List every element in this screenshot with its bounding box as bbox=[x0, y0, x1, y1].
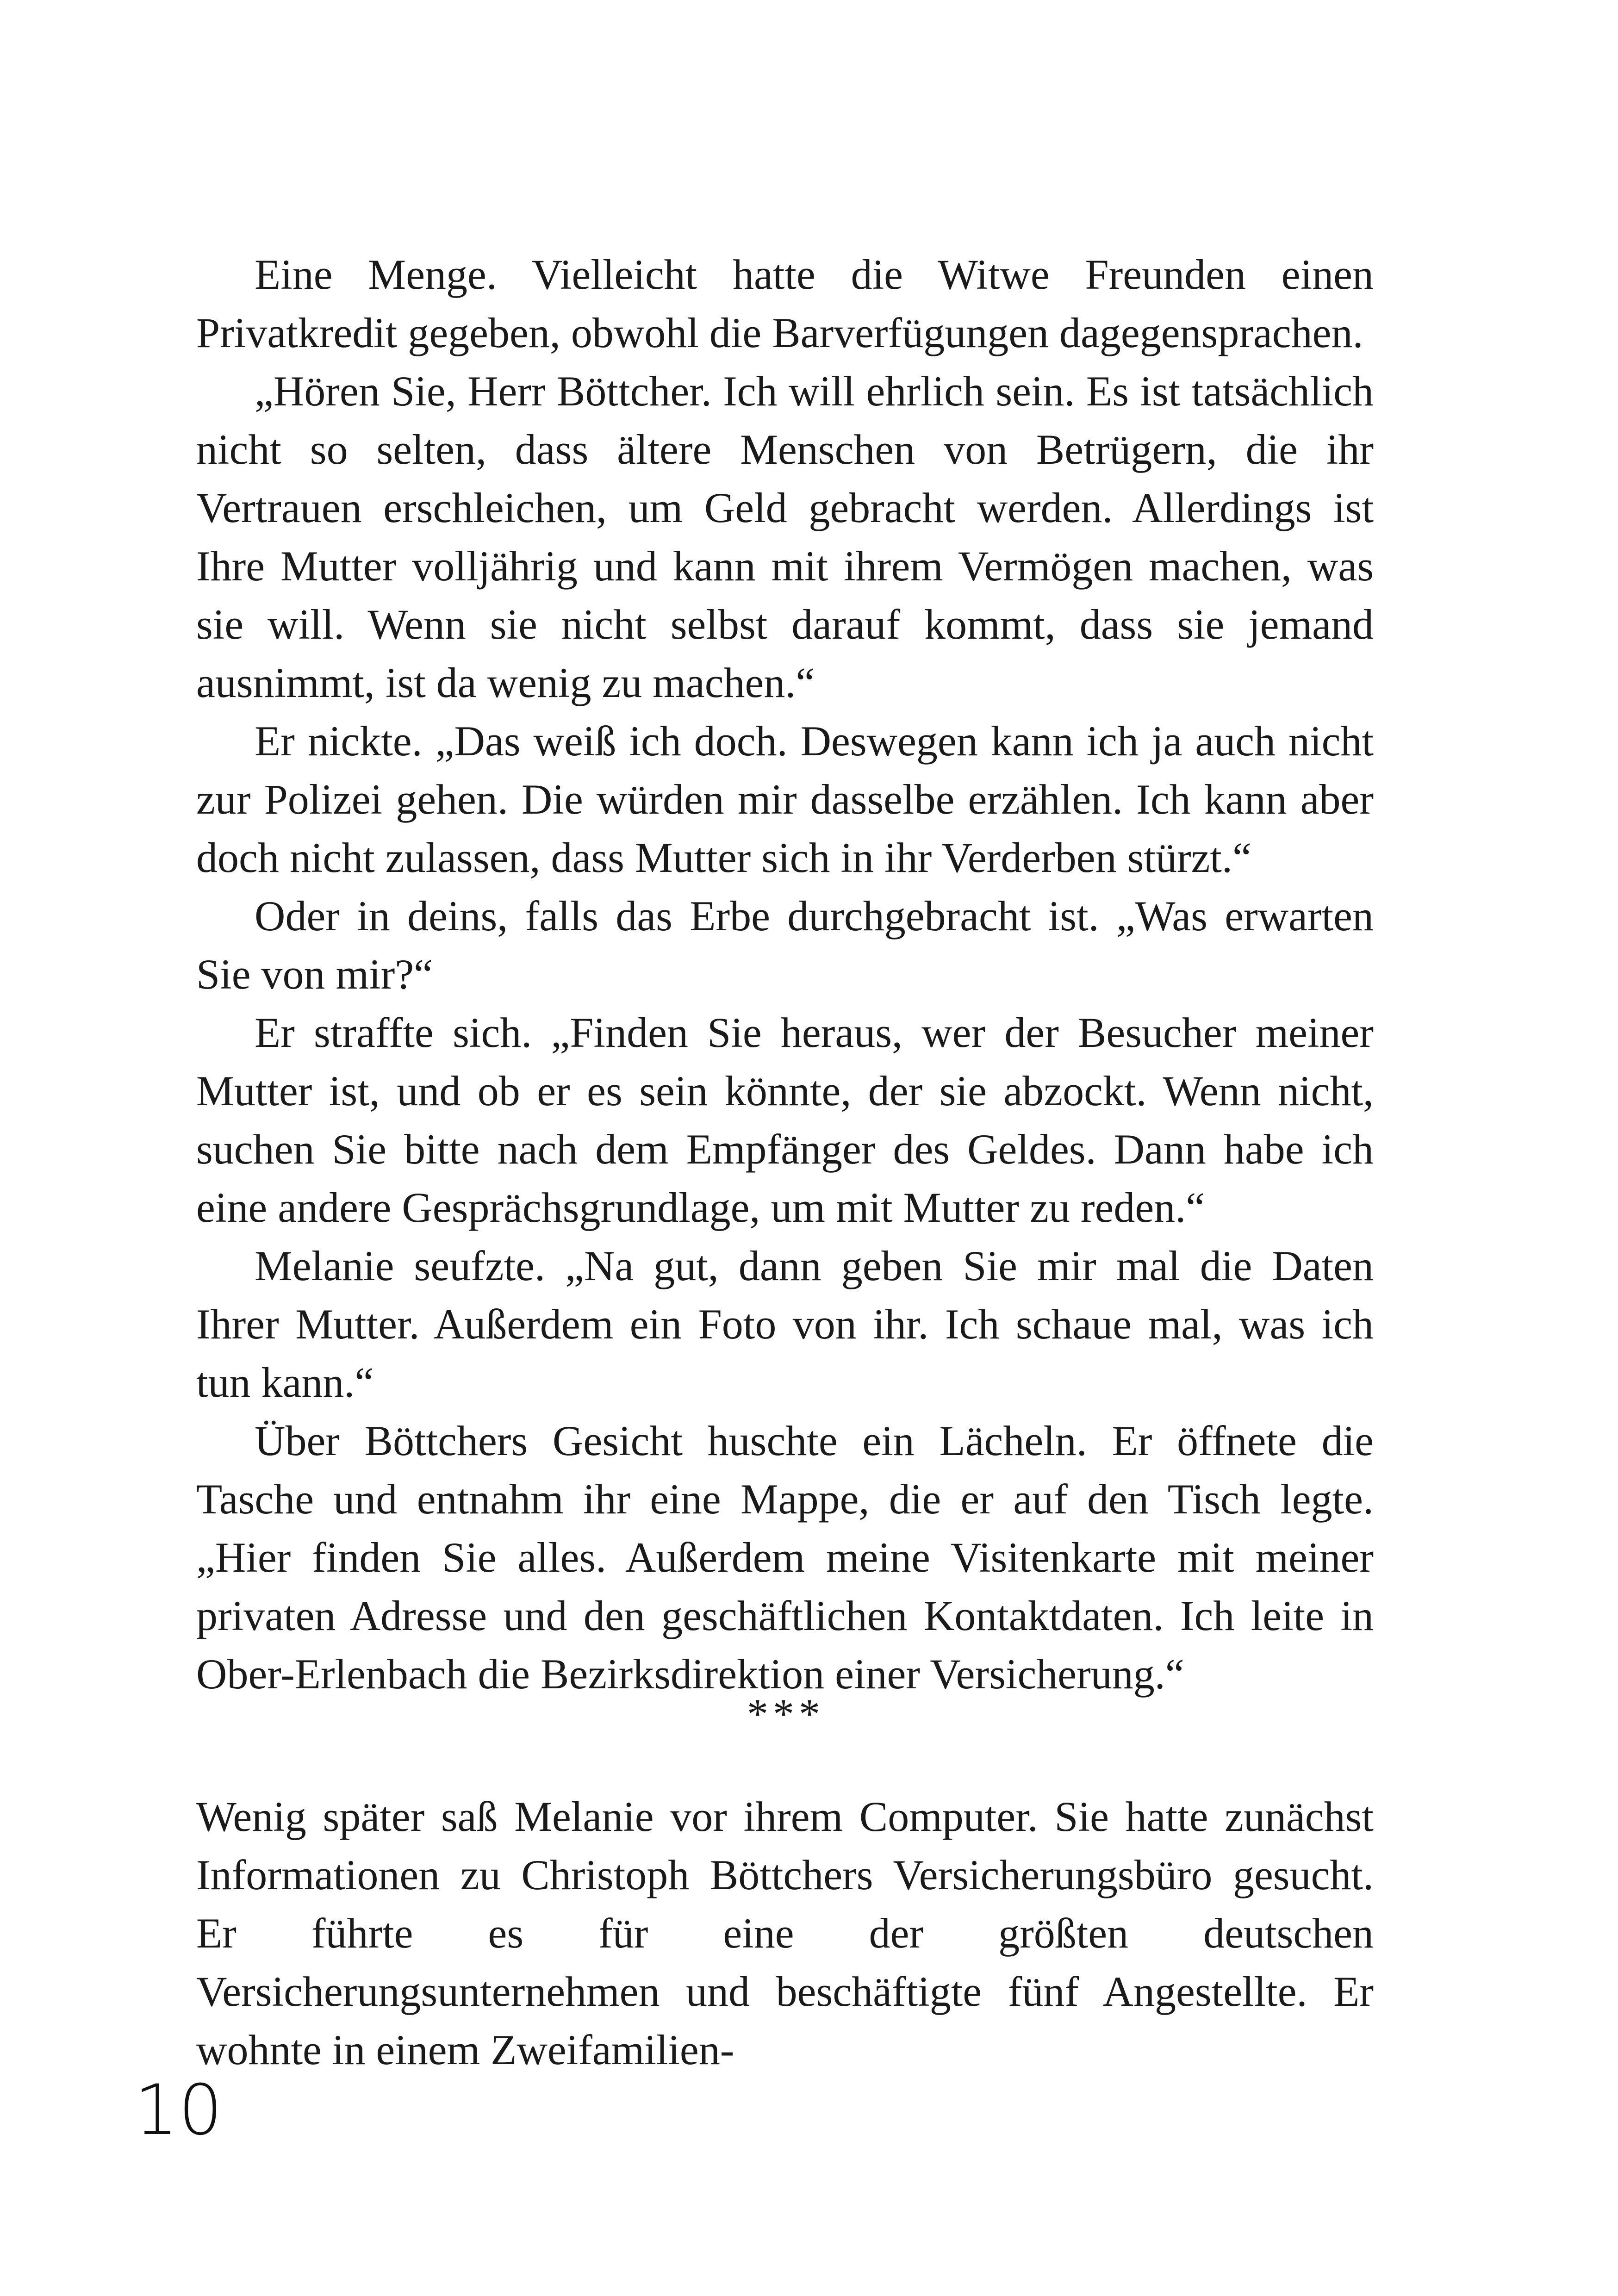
paragraph: Melanie seufzte. „Na gut, dann geben Sie mir mal die Daten Ihrer Mutter. Außerdem ein Foto von ihr. Ich schaue mal, was ich tun kann.“ bbox=[196, 1242, 1374, 1406]
paragraph: Wenig später saß Melanie vor ihrem Computer. Sie hatte zunächst Informationen zu Christoph Böttchers Versicherungsbüro gesucht. Er führte es für eine der größten deutschen Versicherungsunternehmen und beschäftigte fünf Angestellte. Er wohnte in einem Zweifamilien- bbox=[196, 1793, 1374, 2073]
paragraph: Er nickte. „Das weiß ich doch. Deswegen kann ich ja auch nicht zur Polizei gehen. Die würden mir dasselbe erzählen. Ich kann aber doch nicht zulassen, dass Mutter sich in ihr Verderben stürzt.“ bbox=[196, 717, 1374, 881]
paragraph: Eine Menge. Vielleicht hatte die Witwe Freunden einen Privatkredit gegeben, obwohl die Barverfügungen dagegensprachen. bbox=[196, 251, 1374, 356]
main-text bbox=[196, 245, 1374, 1703]
page-number: 10 bbox=[134, 2070, 223, 2151]
section-text bbox=[196, 1787, 1374, 2079]
paragraph: Über Böttchers Gesicht huschte ein Lächeln. Er öffnete die Tasche und entnahm ihr eine Mappe, die er auf den Tisch legte. „Hier finden Sie alles. Außerdem meine Visitenkarte mit meiner privaten Adresse und den geschäftlichen Kontaktdaten. Ich leite in Ober-Erlenbach die Bezirksdirektion einer Versicherung.“ bbox=[196, 1417, 1374, 1698]
scene-separator: *** bbox=[747, 1690, 825, 1737]
paragraph: Er straffte sich. „Finden Sie heraus, wer der Besucher meiner Mutter ist, und ob er es sein könnte, der sie abzockt. Wenn nicht, suchen Sie bitte nach dem Empfänger des Geldes. Dann habe ich eine andere Gesprächsgrundlage, um mit Mutter zu reden.“ bbox=[196, 1009, 1374, 1231]
paragraph: Oder in deins, falls das Erbe durchgebracht ist. „Was erwarten Sie von mir?“ bbox=[196, 892, 1374, 998]
paragraph: „Hören Sie, Herr Böttcher. Ich will ehrlich sein. Es ist tatsächlich nicht so selten, dass ältere Menschen von Betrügern, die ihr Vertrauen erschleichen, um Geld gebracht werden. Allerdings ist Ihre Mutter volljährig und kann mit ihrem Vermögen machen, was sie will. Wenn sie nicht selbst darauf kommt, dass sie jemand ausnimmt, ist da wenig zu machen.“ bbox=[196, 367, 1374, 706]
